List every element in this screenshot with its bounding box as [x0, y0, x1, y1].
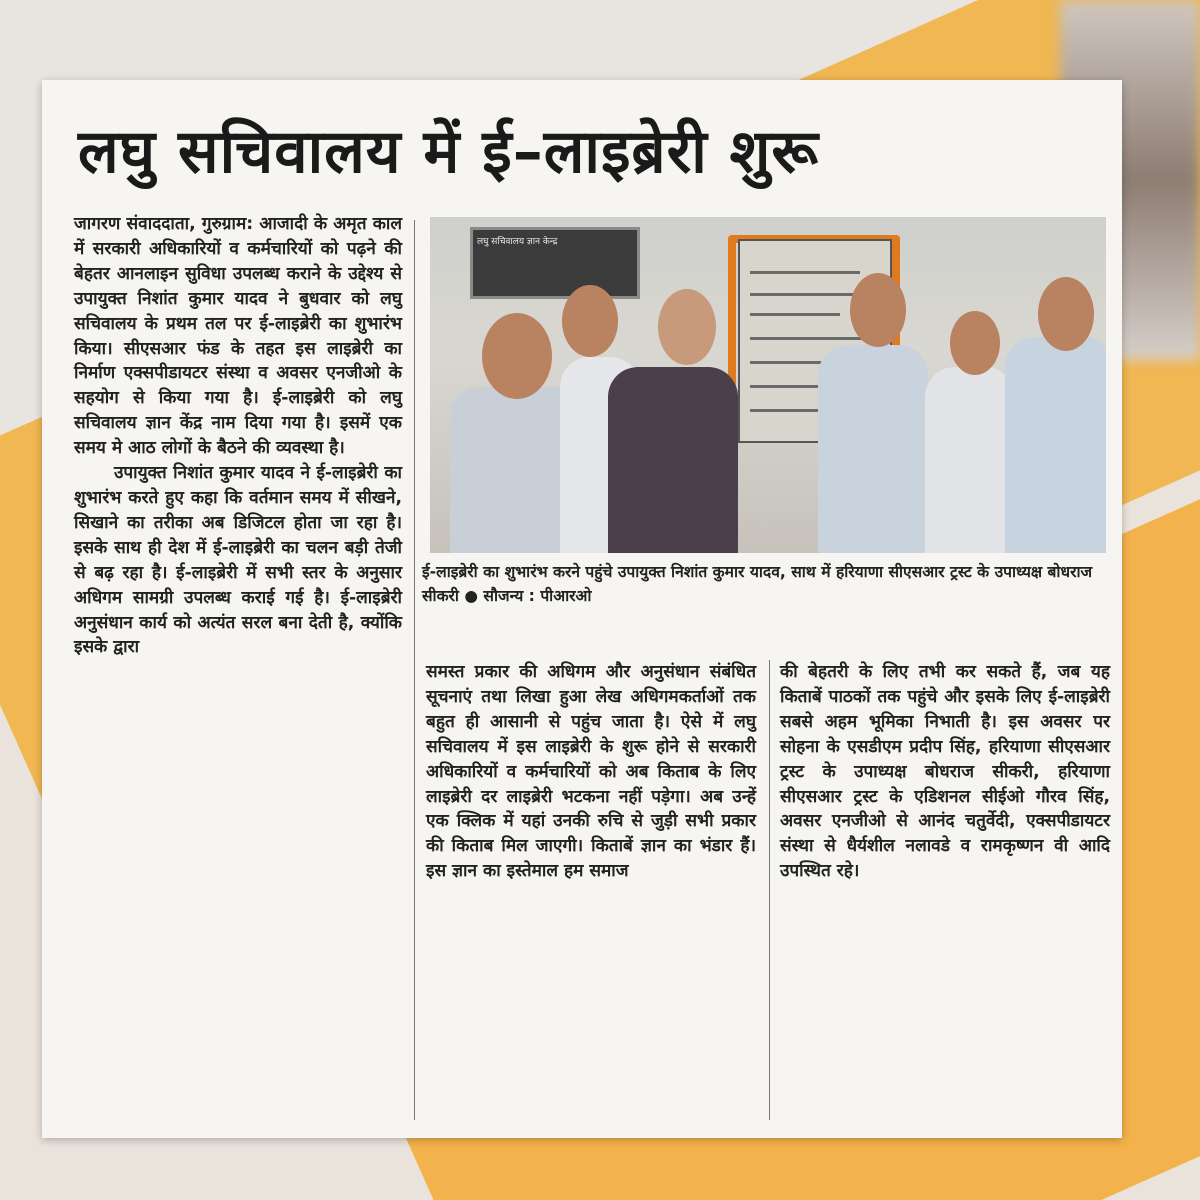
column-1-paragraph-2: उपायुक्त निशांत कुमार यादव ने ई-लाइब्रेरी का शुभारंभ करते हुए कहा कि वर्तमान समय में सीखने, सिखाने का तरीका अब डिजिटल होता जा रहा है। इसके साथ ही देश में ई-लाइब्रेरी का चलन बड़ी तेजी से बढ़ रहा है। ई-लाइब्रेरी में सभी स्तर के अनुसार अधिगम सामग्री उपलब्ध कराई गई है। ई-लाइब्रेरी अनुसंधान कार्य को अत्यंत सरल बना देती है, क्योंकि इसके द्वारा: [74, 463, 402, 658]
photo-caption: ई-लाइब्रेरी का शुभारंभ करने पहुंचे उपायुक्त निशांत कुमार यादव, साथ में हरियाणा सीएसआर ट्रस्ट के उपाध्यक्ष बोधराज सीकरी ● सौजन्य : पीआरओ: [422, 563, 1093, 605]
person-2-head: [562, 285, 618, 357]
person-6: [1005, 337, 1106, 553]
byline: जागरण संवाददाता, गुरुग्राम:: [74, 214, 254, 234]
person-1-head: [482, 313, 552, 399]
article-column-3: की बेहतरी के लिए तभी कर सकते हैं, जब यह किताबें पाठकों तक पहुंचे और इसके लिए ई-लाइब्रेरी सबसे अहम भूमिका निभाती है। इस अवसर पर सोहना के एसडीएम प्रदीप सिंह, हरियाणा सीएसआर ट्रस्ट के उपाध्यक्ष बोधराज सीकरी, हरियाणा सीएसआर ट्रस्ट के एडिशनल सीईओ गौरव सिंह, अवसर एनजीओ से आनंद चतुर्वेदी, एक्सपीडायटर संस्था से धैर्यशील नलावडे व रामकृष्णन वी आदि उपस्थित रहे।: [780, 662, 1110, 882]
column-divider-2: [769, 660, 770, 1120]
photo-plaque: लघु सचिवालय ज्ञान केन्द्र: [470, 227, 640, 299]
person-5-head: [950, 311, 1000, 375]
newspaper-clipping: [42, 80, 1122, 1138]
headline: लघु सचिवालय में ई–लाइब्रेरी शुरू: [78, 117, 820, 187]
person-4: [818, 345, 928, 553]
person-5: [925, 367, 1015, 553]
event-photo: [430, 217, 1106, 553]
column-divider-1: [414, 220, 415, 1120]
column-1-paragraph-1: जागरण संवाददाता, गुरुग्राम: आजादी के अमृत काल में सरकारी अधिकारियों व कर्मचारियों को पढ़ने की बेहतर आनलाइन सुविधा उपलब्ध कराने के उद्देश्य से उपायुक्त निशांत कुमार यादव ने बुधवार को लघु सचिवालय के प्रथम तल पर ई-लाइब्रेरी का शुभारंभ किया। सीएसआर फंड के तहत इस लाइब्रेरी का निर्माण एक्सपीडायटर संस्था व अवसर एनजीओ के सहयोग से किया गया है। ई-लाइब्रेरी को लघु सचिवालय ज्ञान केंद्र नाम दिया गया है। इसमें एक समय मे आठ लोगों के बैठने की व्यवस्था है।: [74, 214, 403, 459]
person-3-head: [658, 289, 716, 365]
article-column-2: समस्त प्रकार की अधिगम और अनुसंधान संबंधित सूचनाएं तथा लिखा हुआ लेख अधिगमकर्ताओं तक बहुत ही आसानी से पहुंच जाता है। ऐसे में लघु सचिवालय में इस लाइब्रेरी के शुरू होने से सरकारी अधिकारियों व कर्मचारियों को अब किताब के लिए लाइब्रेरी दर लाइब्रेरी भटकना नहीं पड़ेगा। अब उन्हें एक क्लिक में यहां उनकी रुचि से जुड़ी सभी प्रकार की किताब मिल जाएगी। किताबें ज्ञान का भंडार हैं। इस ज्ञान का इस्तेमाल हम समाज: [426, 662, 756, 882]
person-6-head: [1038, 277, 1094, 351]
person-4-head: [850, 273, 906, 347]
article-column-1: [74, 212, 402, 660]
person-3: [608, 367, 738, 553]
